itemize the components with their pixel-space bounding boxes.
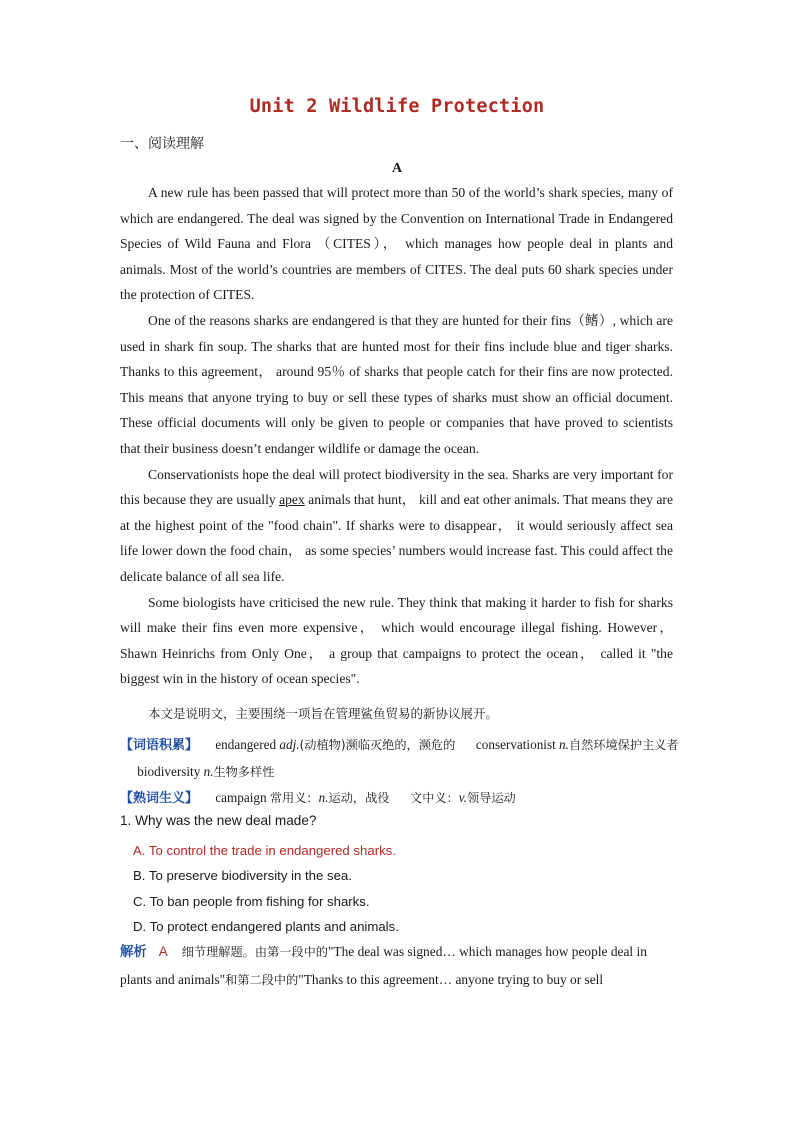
shuci-context-pos: v. (458, 790, 467, 805)
option-d[interactable]: D. To protect endangered plants and animals. (133, 919, 399, 935)
vocab-word-1-meaning: (动植物)濒临灭绝的，濒危的 (299, 738, 456, 752)
passage-body (120, 180, 673, 692)
paragraph-1: A new rule has been passed that will protect more than 50 of the world’s shark species, many of which are endangered. The deal was signed by the Convention on International Trade in Endangered Species of Wild Fauna and Flora （CITES）， which manages how people deal in plants and animals. Most of the world’s countries are members of CITES. The deal puts 60 shark species under the protection of CITES. (120, 185, 673, 303)
analysis-quote-2: "Thanks to this agreement… anyone trying to buy or sell (298, 972, 604, 987)
vocab-word-3-meaning: 生物多样性 (213, 765, 275, 779)
paragraph-2: One of the reasons sharks are endangered is that they are hunted for their fins（鳍）, which are used in shark fin soup. The sharks that are hunted most for their fins include blue and tiger sharks. Thanks to this agreement， around 95％ of sharks that people catch for their fins are now protected. This means that anyone trying to buy or sell these types of sharks must show an official document. These official documents will only be given to people or companies that have proved to scientists that their business doesn’t endanger wildlife or damage the ocean. (120, 312, 673, 456)
shuci-context-label: 文中义： (410, 791, 459, 805)
option-b[interactable]: B. To preserve biodiversity in the sea. (133, 868, 352, 884)
shuci-tag: 【熟词生义】 (120, 791, 199, 806)
shuci-common-label: 常用义： (269, 791, 319, 805)
vocab-section (120, 732, 680, 812)
paragraph-3-after: animals that hunt， kill and eat other animals. That means they are at the highest point of the "food chain". If sharks were to disappear， it would seriously affect sea life lower down the food chain， as some species’ numbers would increase fast. This could affect the delicate balance of all sea life. (120, 492, 673, 584)
page-title: Unit 2 Wildlife Protection (249, 96, 545, 117)
familiar-word-new-meaning (120, 785, 680, 812)
shuci-common-pos: n. (318, 790, 329, 805)
shuci-context-meaning: 领导运动 (466, 791, 516, 805)
vocab-word-2: conservationist (475, 737, 556, 752)
shuci-word: campaign (215, 790, 267, 805)
vocab-accumulation (120, 732, 680, 785)
paragraph-4: Some biologists have criticised the new rule. They think that making it harder to fish for sharks will make their fins even more expensive， which would encourage illegal fishing. However， Shawn Heinrichs from Only One， a group that campaigns to protect the ocean， called it "the biggest win in the history of ocean species". (120, 594, 673, 687)
passage-summary: 本文是说明文，主要围绕一项旨在管理鲨鱼贸易的新协议展开。 (148, 706, 499, 721)
paragraph-3 (120, 462, 673, 590)
vocab-tag: 【词语积累】 (120, 738, 199, 753)
analysis-block (120, 938, 680, 994)
vocab-word-3: biodiversity (137, 764, 201, 779)
section-heading: 一、阅读理解 (120, 136, 204, 152)
analysis-and: 和第二段中的 (225, 973, 299, 987)
analysis-label: 解析 (120, 945, 147, 960)
vocab-word-2-pos: n. (559, 737, 569, 752)
vocab-word-1: endangered (215, 737, 277, 752)
option-a[interactable]: A. To control the trade in endangered sharks. (133, 843, 396, 858)
answer-options (133, 838, 399, 940)
underlined-word: apex (279, 492, 305, 508)
vocab-word-2-meaning: 自然环境保护主义者 (568, 738, 679, 752)
vocab-word-1-pos: adj. (279, 737, 300, 752)
analysis-answer: A (158, 944, 168, 959)
option-c[interactable]: C. To ban people from fishing for sharks. (133, 893, 370, 909)
shuci-common-meaning: 运动，战役 (328, 791, 390, 805)
question-stem: 1. Why was the new deal made? (120, 813, 317, 828)
analysis-type: 细节理解题。由第一段中的 (181, 945, 328, 959)
paragraph-3-before: Conservationists hope the deal will protect biodiversity in the sea. Sharks are very important for this because they are usually (120, 466, 673, 508)
passage-letter: A (391, 161, 403, 176)
vocab-word-3-pos: n. (203, 764, 214, 779)
analysis-quote-1: "The deal was signed… which manages how people deal in plants and animals" (120, 944, 647, 987)
